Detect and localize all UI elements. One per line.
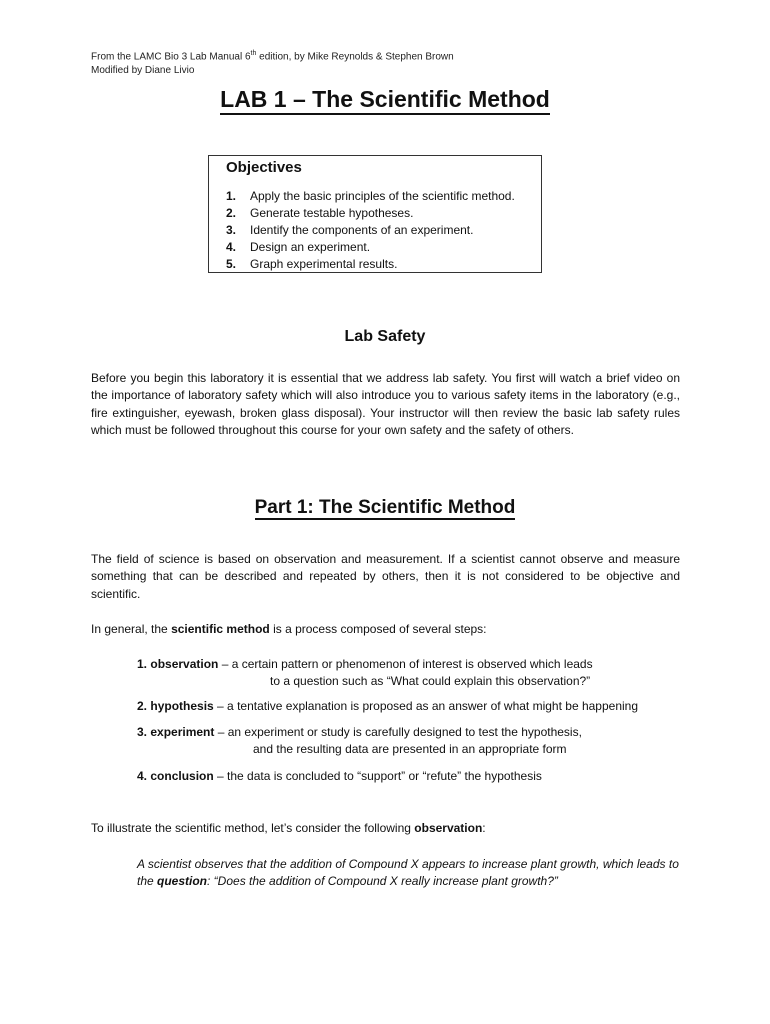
list-item: 1. observation – a certain pattern or phenomenon of interest is observed which leads to a question such as “What could explain this observation?” [137,657,593,688]
objective-item: 4. Design an experiment. [226,240,371,254]
observation-quote: A scientist observes that the addition of Compound X appears to increase plant growth, which leads to the question: “Does the addition of Compound X really increase plant growth?” [137,857,679,888]
list-item: 3. experiment – an experiment or study is carefully designed to test the hypothesis, and the resulting data are presented in an appropriate form [137,725,582,756]
objective-item: 5. Graph experimental results. [226,257,398,271]
page-title: LAB 1 – The Scientific Method [0,86,770,113]
credit-line-1: From the LAMC Bio 3 Lab Manual 6th edition, by Mike Reynolds & Stephen Brown [91,50,454,63]
lab-safety-heading: Lab Safety [344,328,426,345]
credits [91,47,454,78]
part1-heading: Part 1: The Scientific Method [254,497,516,518]
lab-safety-paragraph: Before you begin this laboratory it is essential that we address lab safety. You first will watch a brief video on the importance of laboratory safety which will also introduce you to various safety items in the laboratory (e.g., fire extinguisher, eyewash, broken glass disposal). Your instructor will then review the basic lab safety rules which must be followed throughout this course for your own safety and the safety of others. [91,371,680,437]
illustration-intro-paragraph: To illustrate the scientific method, let’s consider the following observation: [91,821,486,835]
credit-line-2: Modified by Diane Livio [91,65,195,77]
list-item: 2. hypothesis – a tentative explanation is proposed as an answer of what might be happening [137,699,639,713]
objectives-box [208,155,542,273]
list-item: 4. conclusion – the data is concluded to “support” or “refute” the hypothesis [137,769,542,783]
steps-intro-paragraph: In general, the scientific method is a process composed of several steps: [91,622,487,636]
objective-item: 1. Apply the basic principles of the scientific method. [226,189,515,203]
objectives-list [226,188,515,273]
objective-item: 3. Identify the components of an experiment. [226,223,474,237]
objective-item: 2. Generate testable hypotheses. [226,206,414,220]
objectives-heading: Objectives [226,159,302,176]
science-intro-paragraph: The field of science is based on observation and measurement. If a scientist cannot observe and measure something that can be described and repeated by others, then it is not considered to be objective and scientific. [91,552,680,601]
